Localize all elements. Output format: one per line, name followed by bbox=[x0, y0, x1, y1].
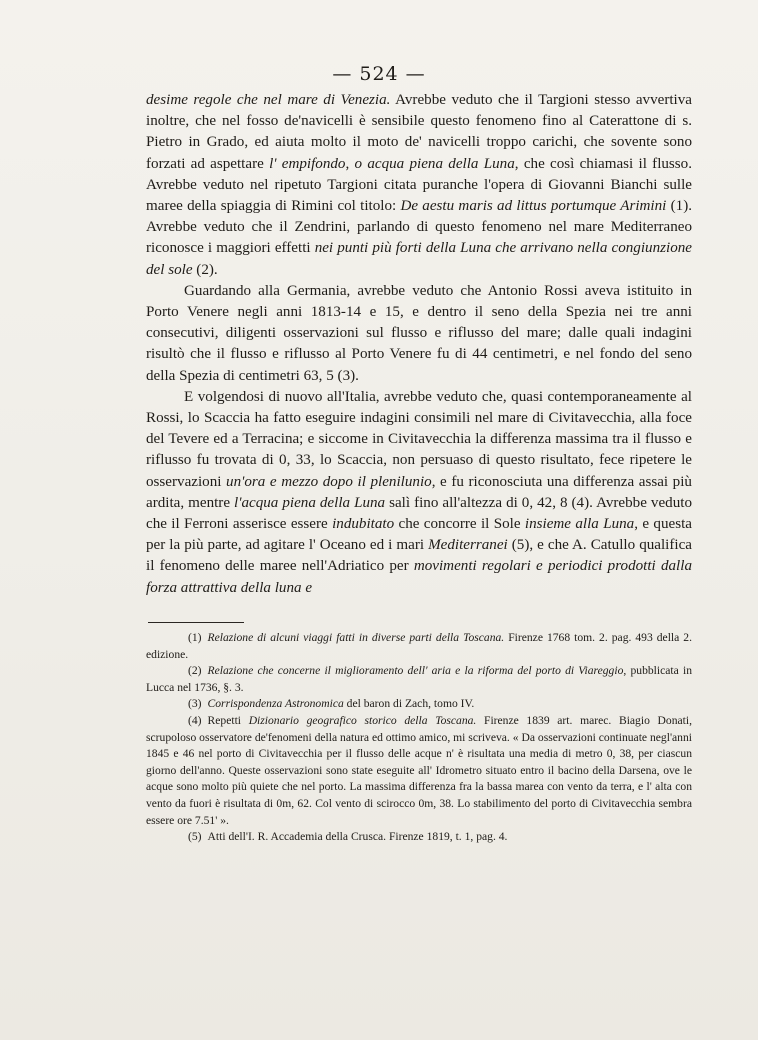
italic-text-run: Relazione che concerne il miglioramento dell' aria e la riforma del porto di Viareggio bbox=[207, 664, 624, 678]
text-run: , e questa per la più parte, ad agitare l' Oceano ed i mari bbox=[146, 516, 692, 554]
page-number: — 524 — bbox=[332, 63, 426, 85]
italic-text-run: De aestu maris ad littus portumque Arimini bbox=[400, 198, 667, 215]
text-run: , e fu riconosciuta una differenza assai più ardita, mentre bbox=[146, 473, 692, 511]
paragraph-2 bbox=[146, 281, 692, 387]
text-run: , pubblicata in Lucca nel 1736, §. 3. bbox=[146, 664, 692, 694]
footnotes bbox=[146, 630, 692, 846]
italic-text-run: Relazione di alcuni viaggi fatti in diverse parti della Toscana. bbox=[207, 631, 505, 644]
footnote-5 bbox=[146, 829, 692, 846]
paragraph-1 bbox=[146, 90, 692, 281]
text-run: Repetti bbox=[207, 713, 249, 727]
footnote-number: (5) bbox=[188, 830, 202, 844]
text-run: (1). Avrebbe veduto che il Zendrini, parlando di questo fenomeno nel mare Mediterraneo riconosce i maggiori effetti bbox=[146, 198, 693, 257]
italic-text-run: indubitato bbox=[332, 516, 395, 533]
text-run: che concorre il Sole bbox=[394, 516, 525, 533]
italic-text-run: desime regole che nel mare di Venezia. bbox=[146, 92, 391, 108]
paragraph-3 bbox=[146, 387, 692, 599]
text-run: Firenze 1839 art. marec. Biagio Donati, scrupoloso osservatore de'fenomeni della natura ed ottimo amico, mi scriveva. « Da osservazioni continuate negl'anni 1845 e 46 nel porto di Civitavecchia per il flusso delle acque n' è risultata una media di metro 0, 38, per ciascun giorno dell'anno. Queste osservazioni sono state eseguite all' Idrometro situato entro il bacino della Darsena, ove le acque sono molto più quiete che nel porto. La massima differenza fra la bassa marea con vento da terra, e l' alta con vento da fuori è risultata di 0m, 62. Col vento di scirocco 0m, 38. Lo stabilimento del porto di Civitavecchia sembra essere ore 7.51' ». bbox=[146, 713, 692, 827]
footnote-2 bbox=[146, 663, 692, 696]
italic-text-run: movimenti regolari e periodici prodotti dalla forza attrattiva della luna e bbox=[146, 558, 692, 596]
text-run: salì fino all'altezza di 0, 42, 8 (4). Avrebbe veduto che il Ferroni asserisce essere bbox=[146, 494, 692, 533]
footnote-number: (3) bbox=[188, 697, 202, 711]
footnote-4 bbox=[146, 713, 692, 829]
text-run: (5), e che A. Catullo qualifica il fenomeno delle maree nell'Adriatico per bbox=[146, 537, 692, 575]
italic-text-run: l'acqua piena della Luna bbox=[234, 494, 386, 511]
italic-text-run: un'ora e mezzo dopo il plenilunio bbox=[226, 473, 432, 490]
text-run: , che così chiamasi il flusso. Avrebbe veduto nel ripetuto Targioni citata puranche l'opera di Giovanni Bianchi sulle maree della spiaggia di Rimini col titolo: bbox=[146, 155, 693, 215]
main-text bbox=[146, 90, 692, 599]
footnote-divider bbox=[148, 622, 244, 623]
italic-text-run: Mediterranei bbox=[428, 537, 508, 554]
italic-text-run: Corrispondenza Astronomica bbox=[207, 697, 344, 711]
text-run: del baron di Zach, tomo IV. bbox=[343, 697, 475, 711]
text-run: Avrebbe veduto che il Targioni stesso avvertiva inoltre, che nel fosso de'navicelli è sensibile questo fenomeno fino al Caterattone di s. Pietro in Grado, ed aiuta molto il moto de' navicelli troppo carichi, che sovente sono forzati ad aspettare bbox=[146, 92, 692, 172]
text-run: , bbox=[345, 155, 355, 172]
text-run: (2). bbox=[192, 261, 218, 278]
italic-text-run: insieme alla Luna bbox=[524, 516, 635, 533]
italic-text-run: l' empifondo bbox=[269, 155, 346, 172]
footnote-number: (1) bbox=[188, 631, 202, 644]
italic-text-run: o acqua piena della Luna bbox=[354, 155, 515, 172]
text-run: Guardando alla Germania, avrebbe veduto che Antonio Rossi aveva istituito in Porto Venere negli anni 1813-14 e 15, e dentro il seno della Spezia nei tre anni consecutivi, diligenti osservazioni sul flusso e riflusso del mare; dalle quali indagini risultò che il flusso e riflusso al Porto Venere fu di 44 centimetri, e nel fondo del seno della Spezia di centimetri 63, 5 (3). bbox=[146, 282, 692, 384]
text-run: E volgendosi di nuovo all'Italia, avrebbe veduto che, quasi contemporaneamente al Rossi, lo Scaccia ha fatto eseguire indagini consimili nel mare di Civitavecchia, alla foce del Tevere ed a Terracina; e siccome in Civitavecchia la differenza massima tra il flusso e riflusso fu trovata di 0, 33, lo Scaccia, non persuaso di questo risultato, fece ripetere le osservazioni bbox=[146, 388, 692, 490]
footnote-3 bbox=[146, 696, 692, 713]
text-run: Atti dell'I. R. Accademia della Crusca. Firenze 1819, t. 1, pag. 4. bbox=[207, 830, 508, 844]
italic-text-run: Dizionario geografico storico della Toscana. bbox=[248, 713, 477, 727]
footnote-number: (4) bbox=[188, 713, 202, 727]
italic-text-run: nei punti più forti della Luna che arrivano nella congiunzione del sole bbox=[146, 240, 693, 278]
footnote-1 bbox=[146, 630, 692, 663]
footnote-number: (2) bbox=[188, 664, 202, 678]
text-run: Firenze 1768 tom. 2. pag. 493 della 2. edizione. bbox=[146, 631, 692, 661]
